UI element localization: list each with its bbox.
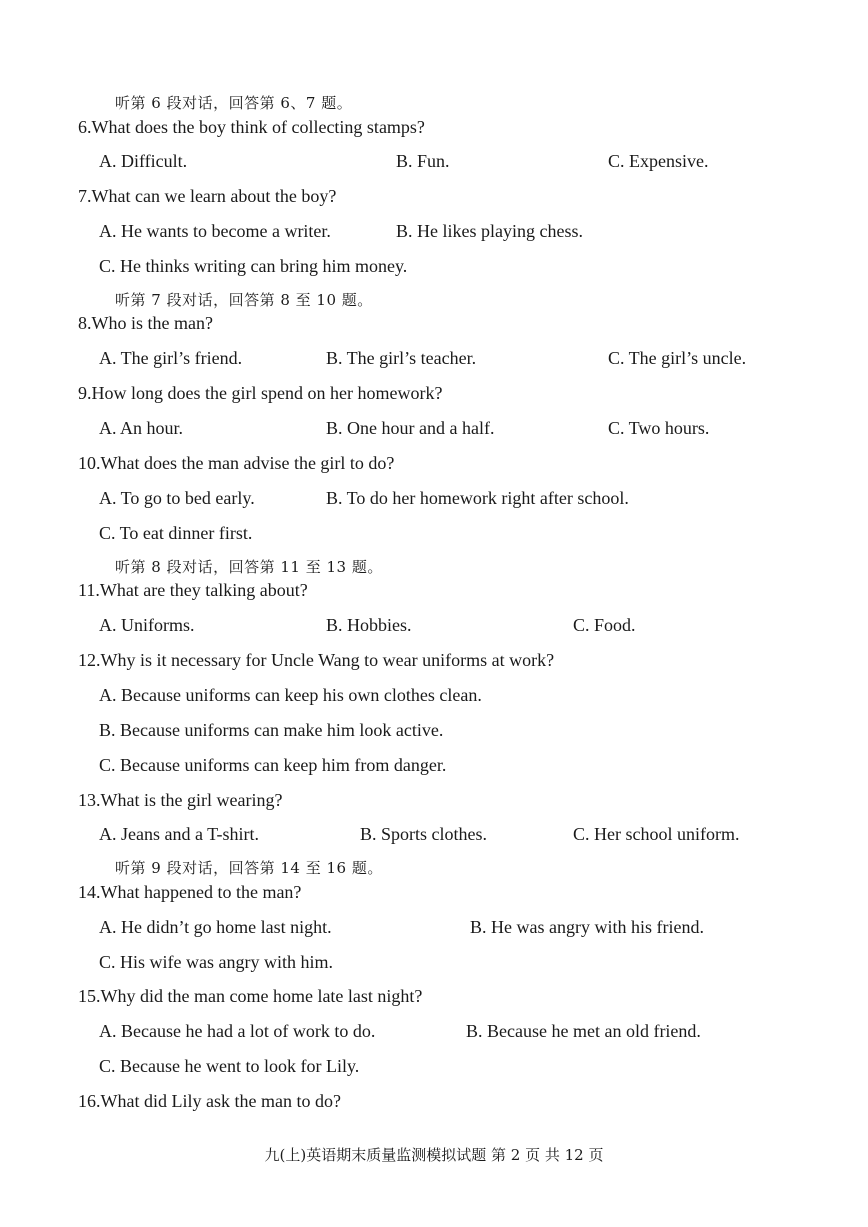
question-16: 16.What did Lily ask the man to do? — [78, 1091, 341, 1111]
q15-option-a: A. Because he had a lot of work to do. — [99, 1021, 376, 1041]
q6-option-c: C. Expensive. — [608, 151, 709, 171]
q6-option-a: A. Difficult. — [99, 151, 188, 171]
question-10: 10.What does the man advise the girl to do? — [78, 453, 395, 473]
q7-option-a: A. He wants to become a writer. — [99, 221, 331, 241]
question-9: 9.How long does the girl spend on her homework? — [78, 383, 443, 403]
question-14: 14.What happened to the man? — [78, 882, 302, 902]
section-6-instruction: 听第 6 段对话，回答第 6、7 题。 — [115, 94, 353, 112]
q10-option-a: A. To go to bed early. — [99, 488, 255, 508]
q10-option-b: B. To do her homework right after school. — [326, 488, 629, 508]
question-7: 7.What can we learn about the boy? — [78, 186, 337, 206]
question-13: 13.What is the girl wearing? — [78, 790, 283, 810]
q11-option-c: C. Food. — [573, 615, 636, 635]
q8-option-a: A. The girl’s friend. — [99, 348, 243, 368]
q14-option-b: B. He was angry with his friend. — [470, 917, 704, 937]
q10-option-c: C. To eat dinner first. — [99, 523, 253, 543]
q9-option-b: B. One hour and a half. — [326, 418, 495, 438]
q6-option-b: B. Fun. — [396, 151, 450, 171]
q13-option-c: C. Her school uniform. — [573, 824, 740, 844]
question-15: 15.Why did the man come home late last night? — [78, 986, 423, 1006]
q9-option-a: A. An hour. — [99, 418, 184, 438]
page-footer: 九(上)英语期末质量监测模拟试题 第 2 页 共 12 页 — [264, 1146, 604, 1164]
q7-option-b: B. He likes playing chess. — [396, 221, 583, 241]
section-8-instruction: 听第 8 段对话，回答第 11 至 13 题。 — [115, 558, 383, 576]
question-6: 6.What does the boy think of collecting stamps? — [78, 117, 425, 137]
section-9-instruction: 听第 9 段对话，回答第 14 至 16 题。 — [115, 859, 383, 877]
q11-option-b: B. Hobbies. — [326, 615, 412, 635]
q14-option-a: A. He didn’t go home last night. — [99, 917, 332, 937]
q14-option-c: C. His wife was angry with him. — [99, 952, 333, 972]
q12-option-a: A. Because uniforms can keep his own clothes clean. — [99, 685, 482, 705]
q12-option-b: B. Because uniforms can make him look active. — [99, 720, 444, 740]
q8-option-c: C. The girl’s uncle. — [608, 348, 747, 368]
q15-option-b: B. Because he met an old friend. — [466, 1021, 701, 1041]
q8-option-b: B. The girl’s teacher. — [326, 348, 477, 368]
q12-option-c: C. Because uniforms can keep him from danger. — [99, 755, 447, 775]
q13-option-b: B. Sports clothes. — [360, 824, 488, 844]
question-11: 11.What are they talking about? — [78, 580, 308, 600]
q13-option-a: A. Jeans and a T-shirt. — [99, 824, 259, 844]
section-7-instruction: 听第 7 段对话，回答第 8 至 10 题。 — [115, 291, 373, 309]
q7-option-c: C. He thinks writing can bring him money. — [99, 256, 408, 276]
question-12: 12.Why is it necessary for Uncle Wang to wear uniforms at work? — [78, 650, 555, 670]
q11-option-a: A. Uniforms. — [99, 615, 195, 635]
question-8: 8.Who is the man? — [78, 313, 213, 333]
q9-option-c: C. Two hours. — [608, 418, 710, 438]
q15-option-c: C. Because he went to look for Lily. — [99, 1056, 360, 1076]
